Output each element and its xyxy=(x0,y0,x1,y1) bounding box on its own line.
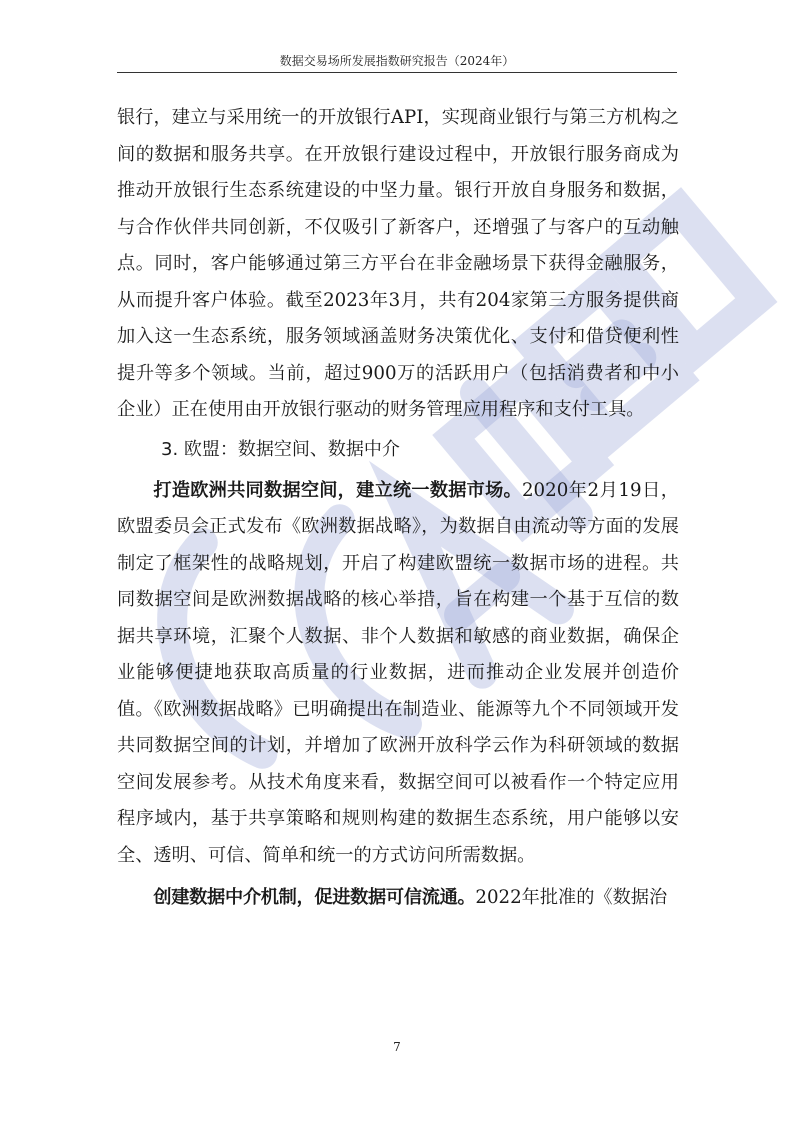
header-divider xyxy=(117,72,677,73)
paragraph-lead-data-space: 打造欧洲共同数据空间，建立统一数据市场。 xyxy=(153,479,522,501)
paragraph-body-intermediary: 2022年批准的《数据治 xyxy=(475,887,668,908)
paragraph-body-data-space: 2020年2月19日，欧盟委员会正式发布《欧洲数据战略》，为数据自由流动等方面的发展制定了框架性的战略规划，开启了构建欧盟统一数据市场的进程。共同数据空间是欧洲数据战略的核心举措，旨在构建一个基于互信的数据共享环境，汇聚个人数据、非个人数据和敏感的商业数据，确保企业能够便捷地获取高质量的行业数据，进而推动企业发展并创造价值。《欧洲数据战略》已明确提出在制造业、能源等九个不同领域开发共同数据空间的计划，并增加了欧洲开放科学云作为科研领域的数据空间发展参考。从技术角度来看，数据空间可以被看作一个特定应用程序域内，基于共享策略和规则构建的数据生态系统，用户能够以安全、透明、可信、简单和统一的方式访问所需数据。 xyxy=(117,479,679,866)
section-heading-eu: 3. 欧盟：数据空间、数据中介 xyxy=(161,438,400,460)
page-number: 7 xyxy=(393,1040,401,1054)
paragraph-open-banking: 银行，建立与采用统一的开放银行API，实现商业银行与第三方机构之间的数据和服务共享。在开放银行建设过程中，开放银行服务商成为推动开放银行生态系统建设的中坚力量。银行开放自身服务和数据，与合作伙伴共同创新，不仅吸引了新客户，还增强了与客户的互动触点。同时，客户能够通过第三方平台在非金融场景下获得金融服务，从而提升客户体验。截至2023年3月，共有204家第三方服务提供商加入这一生态系统，服务领域涵盖财务决策优化、支付和借贷便利性提升等多个领域。当前，超过900万的活跃用户（包括消费者和中小企业）正在使用由开放银行驱动的财务管理应用程序和支付工具。 xyxy=(117,107,679,420)
page-header: 数据交易场所发展指数研究报告（2024年） xyxy=(279,54,515,68)
paragraph-lead-intermediary: 创建数据中介机制，促进数据可信流通。 xyxy=(153,887,476,908)
paragraph-eu-data-space xyxy=(117,473,679,875)
paragraph-data-intermediary xyxy=(117,880,679,917)
document-body xyxy=(117,100,679,917)
